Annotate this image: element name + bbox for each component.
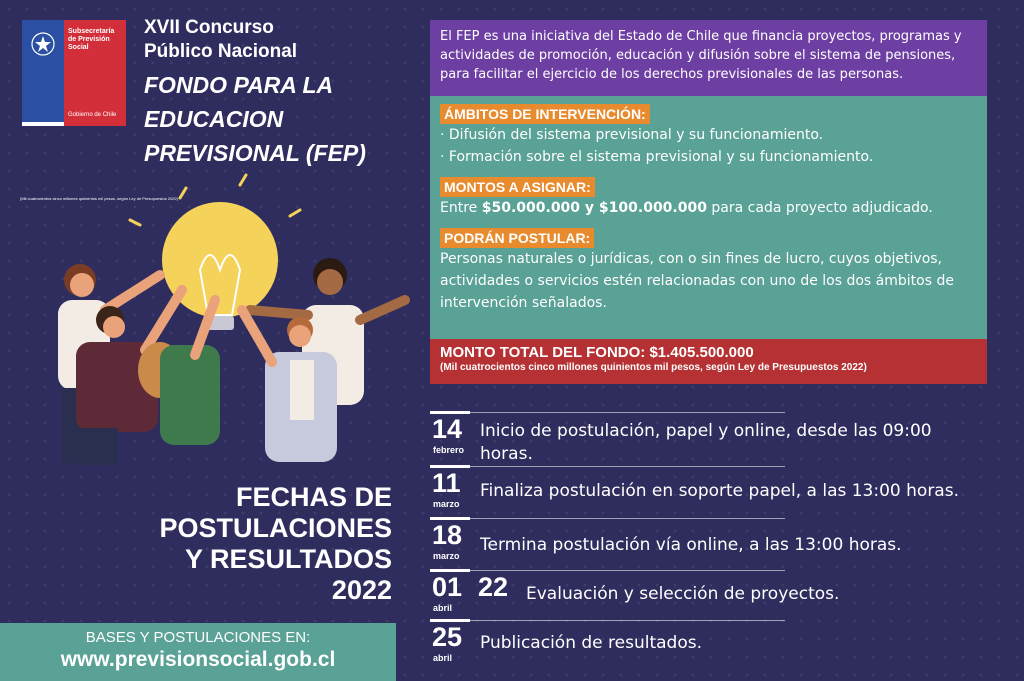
title-line-3a: FONDO PARA LA bbox=[144, 72, 334, 98]
date-day-end: 22 bbox=[478, 572, 509, 602]
date-month: abril bbox=[433, 653, 453, 663]
details-panel bbox=[430, 96, 987, 339]
coat-of-arms-icon bbox=[22, 24, 64, 64]
ambitos-tag: ÁMBITOS DE INTERVENCIÓN: bbox=[440, 104, 650, 124]
fechas-heading bbox=[32, 482, 392, 606]
date-day: 18 bbox=[432, 520, 463, 550]
bases-label: BASES Y POSTULACIONES EN: bbox=[85, 629, 311, 646]
logo-gov-name: Gobierno de Chile bbox=[68, 112, 117, 118]
date-row-1 bbox=[430, 412, 990, 464]
intro-panel: El FEP es una iniciativa del Estado de Chile que financia proyectos, programas y actividades de promoción, educación y difusión sobre el sistema de pensiones, para facilitar el ejercicio de los derechos previsionales de las personas. bbox=[430, 20, 987, 96]
logo-white-bar bbox=[22, 122, 64, 126]
tiny-note: (Mil cuatrocientos cinco millones quinientos mil pesos, según Ley de Presupuestos 2022) bbox=[20, 196, 179, 201]
fechas-heading-line-1: FECHAS DE bbox=[235, 482, 392, 512]
date-month: abril bbox=[433, 603, 453, 613]
logo-org-name: Subsecretaría de Previsión Social bbox=[68, 28, 115, 51]
bases-url-link[interactable]: www.previsionsocial.gob.cl bbox=[60, 648, 336, 671]
bases-box bbox=[0, 623, 396, 681]
ambitos-section bbox=[440, 104, 977, 168]
montos-post: para cada proyecto adjudicado. bbox=[706, 200, 933, 216]
date-rule bbox=[430, 570, 785, 571]
date-row-5 bbox=[430, 620, 990, 670]
logo-red-panel bbox=[64, 20, 126, 126]
fechas-heading-line-3: Y RESULTADOS bbox=[184, 544, 392, 574]
date-text: Termina postulación vía online, a las 13:00 horas. bbox=[480, 535, 902, 555]
title-line-1: XVII Concurso bbox=[144, 17, 274, 38]
date-text: Evaluación y selección de proyectos. bbox=[526, 584, 840, 604]
date-day: 01 bbox=[432, 572, 463, 602]
title-line-3b: EDUCACION bbox=[144, 106, 284, 132]
title-line-3 bbox=[144, 68, 414, 170]
montos-section bbox=[440, 177, 977, 219]
postular-tag: PODRÁN POSTULAR: bbox=[440, 228, 594, 248]
ambitos-item: · Difusión del sistema previsional y su funcionamiento. bbox=[440, 127, 824, 143]
date-day: 11 bbox=[432, 468, 461, 498]
date-text: Inicio de postulación, papel y online, desde las 09:00 horas. bbox=[480, 421, 932, 464]
total-panel bbox=[430, 339, 987, 384]
date-row-3 bbox=[430, 518, 990, 568]
contest-title bbox=[144, 16, 414, 170]
date-row-4 bbox=[430, 570, 990, 620]
ambitos-item: · Formación sobre el sistema previsional y su funcionamiento. bbox=[440, 149, 874, 165]
date-month: febrero bbox=[433, 445, 465, 455]
title-line-3c: PREVISIONAL (FEP) bbox=[144, 140, 366, 166]
date-rule bbox=[430, 518, 785, 519]
date-rule bbox=[430, 412, 785, 413]
total-note: (Mil cuatrocientos cinco millones quinientos mil pesos, según Ley de Presupuestos 2022) bbox=[440, 362, 867, 373]
date-month: marzo bbox=[433, 499, 460, 509]
postular-text: Personas naturales o jurídicas, con o sin fines de lucro, cuyos objetivos, actividades o servicios estén relacionadas con uno de los dos ámbitos de intervención señalados. bbox=[440, 251, 954, 311]
montos-tag: MONTOS A ASIGNAR: bbox=[440, 177, 595, 197]
date-day: 25 bbox=[432, 622, 463, 652]
fechas-heading-line-2: POSTULACIONES bbox=[159, 513, 392, 543]
date-rule bbox=[430, 620, 785, 621]
postular-section bbox=[440, 228, 977, 314]
logo-blue-panel bbox=[22, 20, 64, 126]
people-lightbulb-illustration bbox=[10, 170, 410, 465]
date-month: marzo bbox=[433, 551, 460, 561]
date-rule bbox=[430, 466, 785, 467]
date-day: 14 bbox=[432, 414, 463, 444]
date-text: Finaliza postulación en soporte papel, a las 13:00 horas. bbox=[480, 481, 959, 501]
montos-text bbox=[440, 197, 977, 219]
fechas-heading-line-4: 2022 bbox=[331, 575, 392, 605]
gov-logo bbox=[22, 20, 126, 126]
title-line-2: Público Nacional bbox=[144, 41, 298, 62]
total-amount: MONTO TOTAL DEL FONDO: $1.405.500.000 bbox=[440, 344, 754, 361]
date-row-2 bbox=[430, 466, 990, 516]
date-text: Publicación de resultados. bbox=[480, 633, 702, 653]
montos-pre: Entre bbox=[440, 200, 482, 216]
montos-amount: $50.000.000 y $100.000.000 bbox=[481, 200, 707, 216]
